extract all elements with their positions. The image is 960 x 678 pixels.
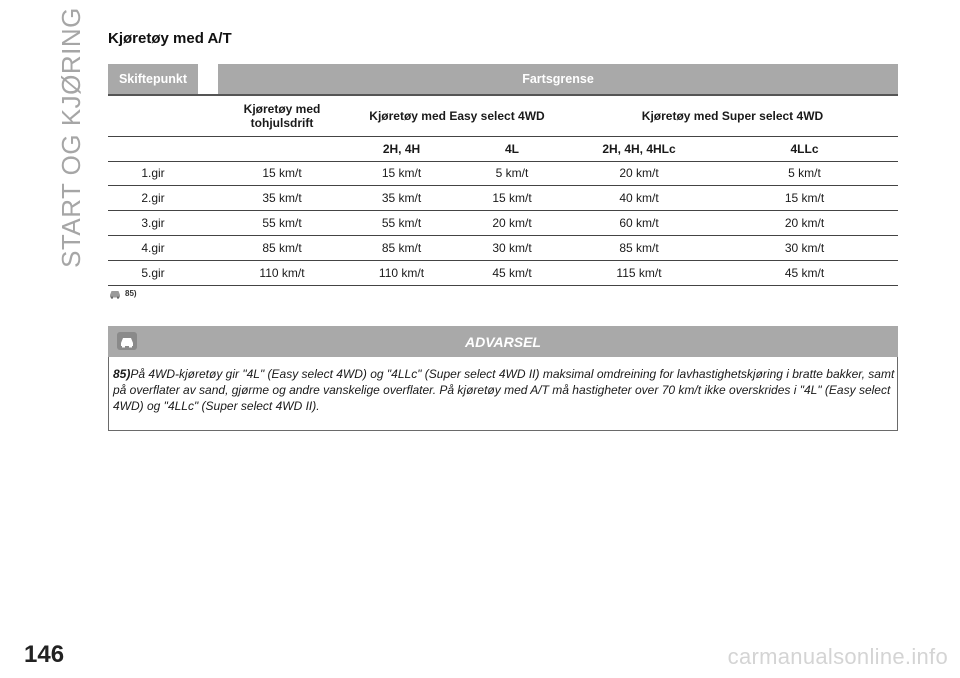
warning-header [108, 326, 898, 357]
table-cell: 40 km/t [619, 191, 659, 205]
table-cell: 55 km/t [262, 216, 302, 230]
table-cell: 85 km/t [381, 241, 422, 255]
side-chapter-title [55, 7, 86, 268]
table-cell: 15 km/t [784, 191, 825, 205]
table-row-modes [108, 136, 898, 162]
table-cell: 85 km/t [619, 241, 659, 255]
table-cell: 60 km/t [619, 216, 659, 230]
table-cell: 55 km/t [381, 216, 422, 230]
table-cell: 35 km/t [262, 191, 302, 205]
table-cell: 45 km/t [784, 266, 825, 280]
mode-cell [218, 137, 346, 161]
reference-mark [108, 288, 137, 299]
table-row [108, 211, 898, 236]
mode-cell [108, 137, 198, 161]
warning-ref-number: 85) [113, 367, 131, 381]
table-cell: 5 km/t [495, 166, 529, 180]
table-cell: 35 km/t [381, 191, 422, 205]
table-cell: 1.gir [141, 166, 165, 180]
warning-box [108, 357, 898, 431]
page-number: 146 [24, 641, 65, 668]
table-cell: 2.gir [141, 191, 165, 205]
table-row [108, 161, 898, 186]
table-cell: 110 km/t [378, 266, 425, 280]
header-shift-point: Skiftepunkt [108, 64, 198, 94]
table-row [108, 261, 898, 286]
section-title: Kjøretøy med A/T [108, 30, 232, 47]
car-warning-icon [108, 288, 122, 299]
mode-cell: 4L [504, 142, 519, 156]
mode-cell: 2H, 4H [382, 142, 421, 156]
subheader-easy-select: Kjøretøy med Easy select 4WD [369, 109, 545, 123]
warning-text: På 4WD-kjøretøy gir "4L" (Easy select 4WD) og "4LLc" (Super select 4WD II) maksimal omdreining for lavhastighetskjøring i bratte bakker, samt på overflater av sand, gjørme og andre vanskelige overflater. På kjøretøy med A/T må hastigheter over 70 km/t ikke overskrides i "4L" (Easy select 4WD) og "4LLc" (Super select 4WD II). [113, 367, 895, 413]
subheader-super-select: Kjøretøy med Super select 4WD [641, 109, 824, 123]
table-cell: 115 km/t [616, 266, 662, 280]
table-cell: 85 km/t [262, 241, 302, 255]
table-cell: 110 km/t [259, 266, 305, 280]
table-cell: 30 km/t [784, 241, 825, 255]
table-cell: 30 km/t [492, 241, 532, 255]
table-cell: 20 km/t [492, 216, 532, 230]
side-chapter-title-text: START OG KJØRING [55, 7, 86, 268]
reference-mark-text: 85) [125, 289, 137, 298]
header-speed-limit: Fartsgrense [218, 64, 898, 94]
table-cell: 5 km/t [788, 166, 821, 180]
table-cell: 3.gir [141, 216, 165, 230]
table-cell: 20 km/t [619, 166, 659, 180]
table-row [108, 186, 898, 211]
subheader-two-wheel-drive: Kjøretøy med tohjulsdrift [243, 102, 321, 130]
mode-cell: 2H, 4H, 4HLc [602, 142, 676, 156]
warning-body [113, 366, 895, 414]
table-row [108, 236, 898, 261]
watermark: carmanualsonline.info [727, 644, 948, 669]
table-cell: 45 km/t [492, 266, 532, 280]
table-cell: 4.gir [141, 241, 165, 255]
table-cell: 15 km/t [381, 166, 422, 180]
table-cell: 20 km/t [784, 216, 825, 230]
table-cell: 15 km/t [492, 191, 532, 205]
table-cell: 5.gir [141, 266, 165, 280]
table-cell: 15 km/t [262, 166, 302, 180]
warning-title: ADVARSEL [465, 333, 541, 350]
mode-cell: 4LLc [790, 142, 819, 156]
header-divider [108, 94, 898, 96]
